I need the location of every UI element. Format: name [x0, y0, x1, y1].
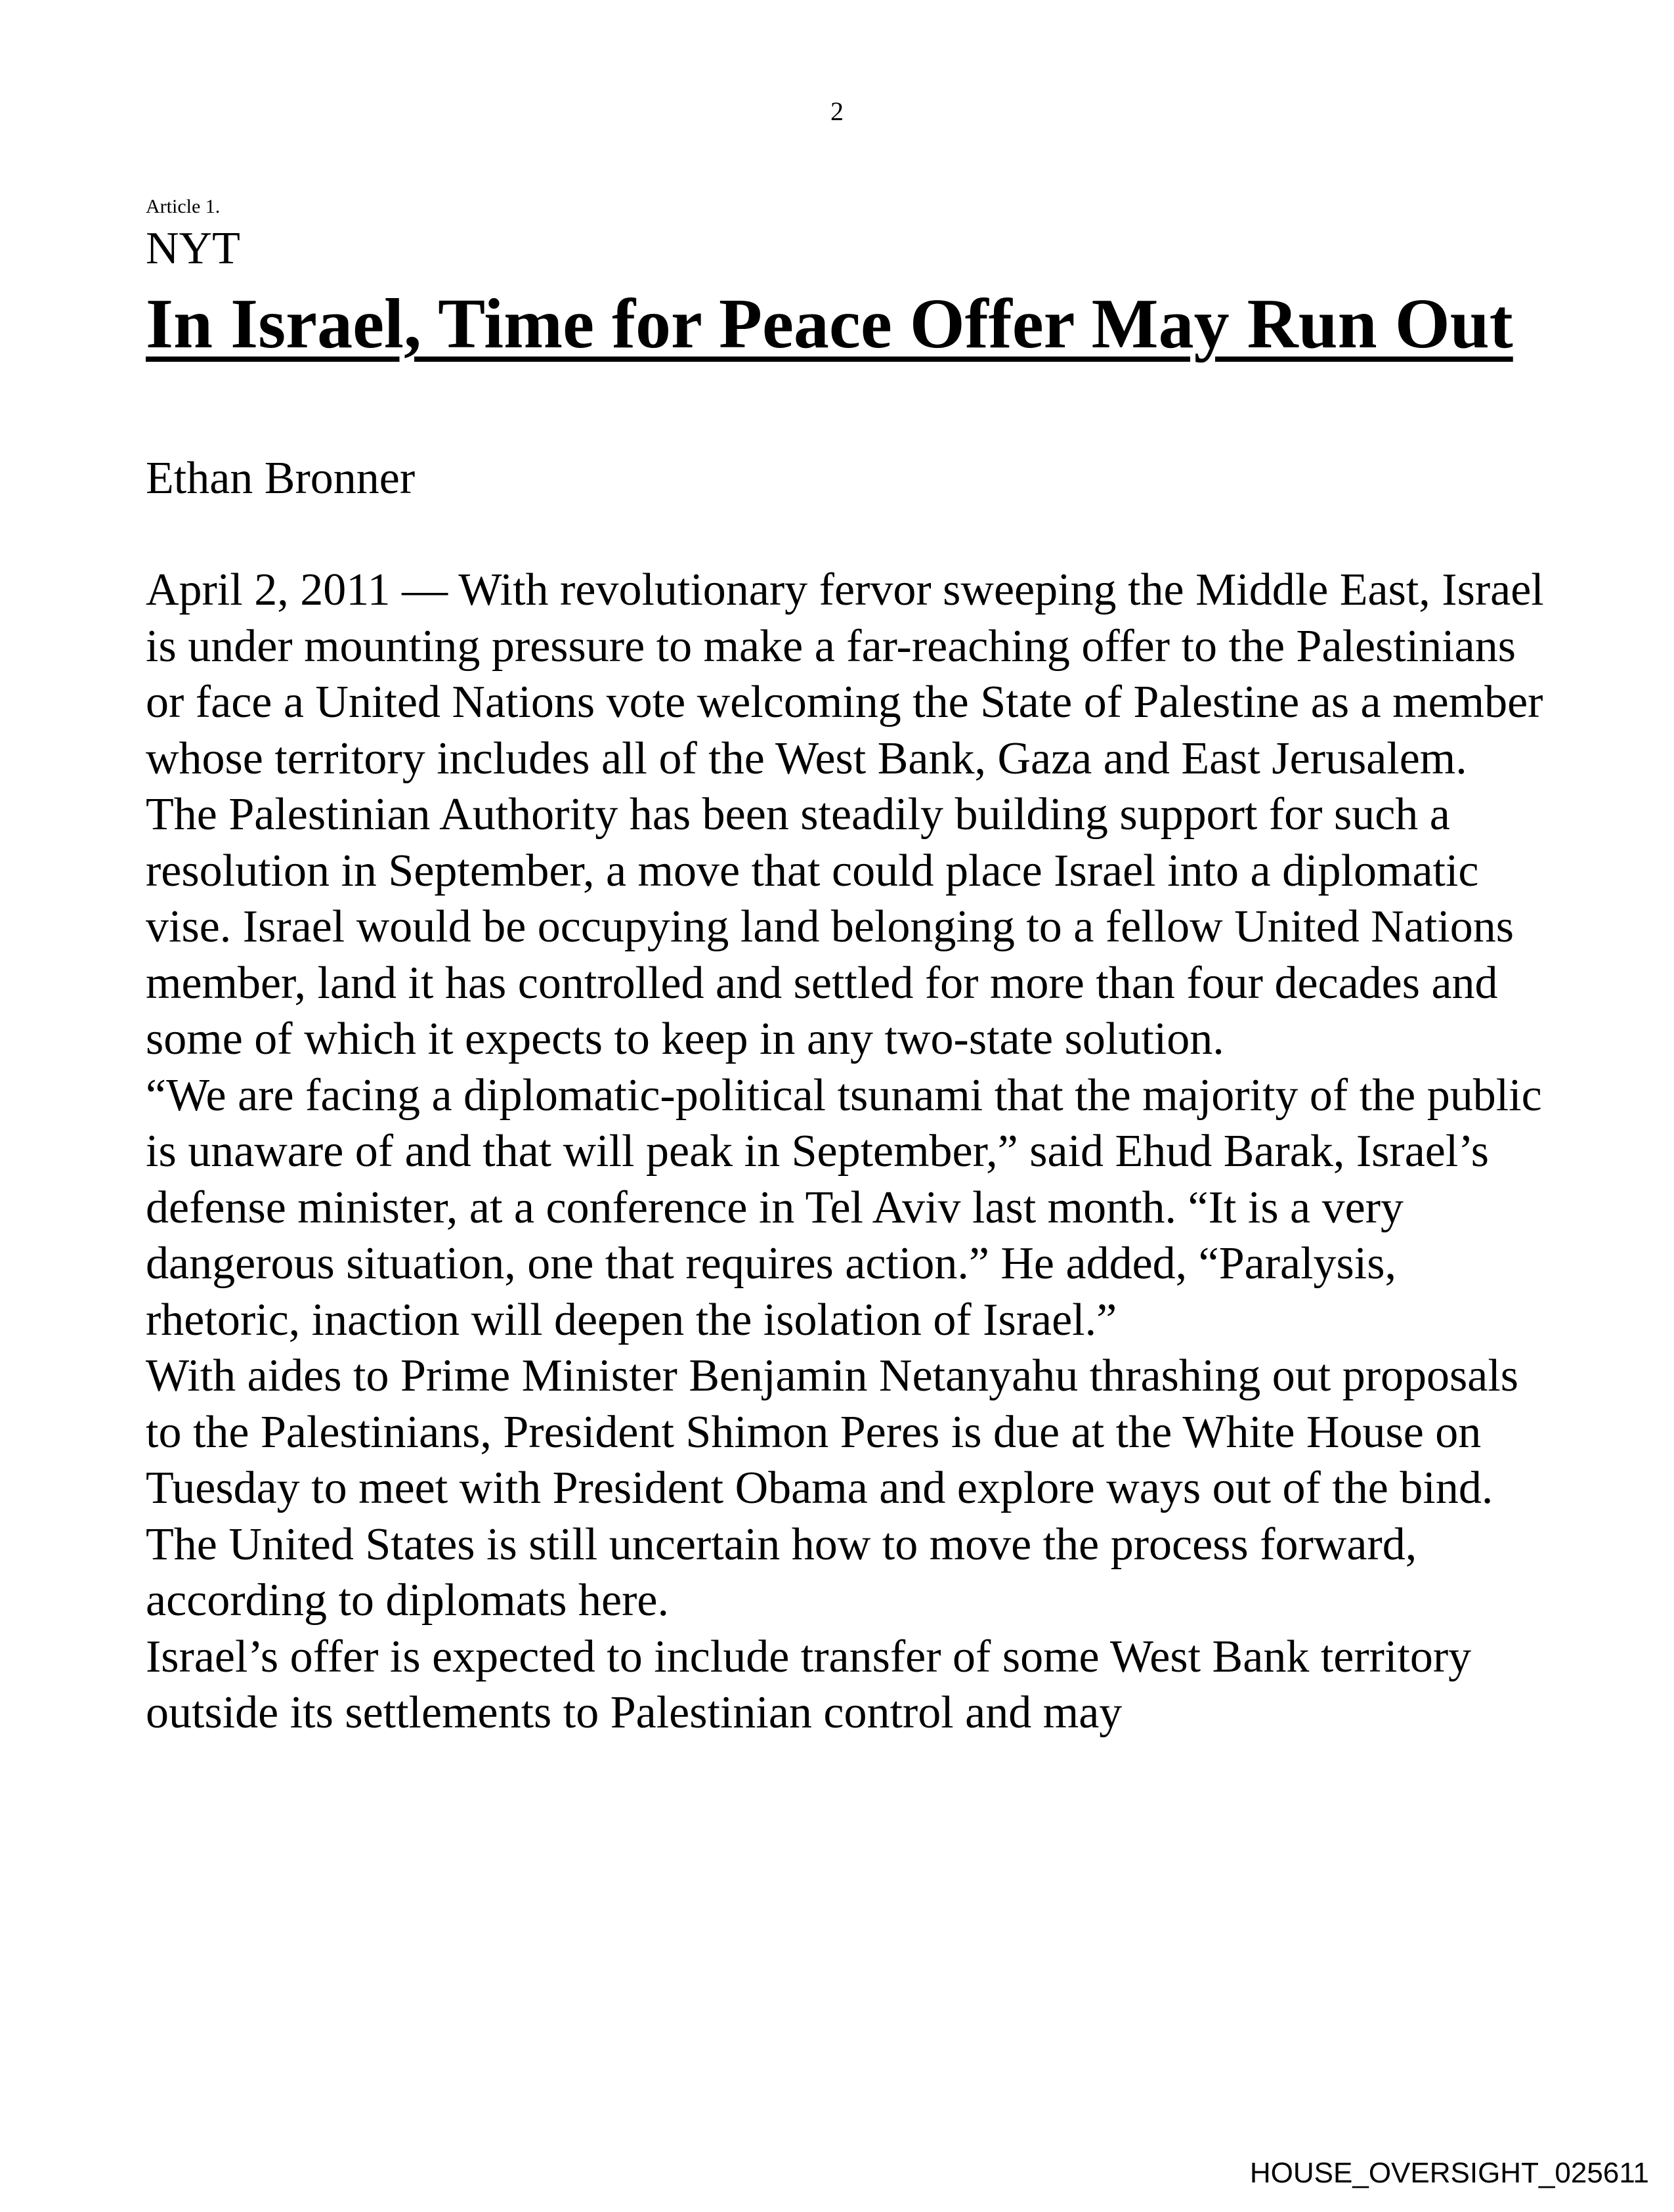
bates-stamp: HOUSE_OVERSIGHT_025611 — [1249, 2157, 1649, 2189]
article-author: Ethan Bronner — [146, 453, 416, 504]
article-body — [146, 562, 1544, 1741]
paragraph: April 2, 2011 — With revolutionary fervor sweeping the Middle East, Israel is under mounting pressure to make a far-reaching offer to the Palestinians or face a United Nations vote welcoming the State of Palestine as a member whose territory includes all of the West Bank, Gaza and East Jerusalem. — [146, 565, 1544, 784]
article-source: NYT — [146, 223, 240, 274]
paragraph: “We are facing a diplomatic-political tsunami that the majority of the public is unaware of and that will peak in September,” said Ehud Barak, Israel’s defense minister, at a conference in Tel Aviv last month. “It is a very dangerous situation, one that requires action.” He added, “Paralysis, rhetoric, inaction will deepen the isolation of Israel.” — [146, 1070, 1542, 1345]
article-label: Article 1. — [146, 196, 221, 217]
article-headline: In Israel, Time for Peace Offer May Run Out — [146, 285, 1513, 363]
page-number: 2 — [830, 97, 844, 126]
paragraph: Israel’s offer is expected to include transfer of some West Bank territory outside its settlements to Palestinian control and may — [146, 1631, 1472, 1738]
paragraph: The Palestinian Authority has been steadily building support for such a resolution in September, a move that could place Israel into a diplomatic vise. Israel would be occupying land belonging to a fellow United Nations member, land it has controlled and settled for more than four decades and some of which it expects to keep in any two-state solution. — [146, 789, 1514, 1064]
paragraph: With aides to Prime Minister Benjamin Netanyahu thrashing out proposals to the Palestinians, President Shimon Peres is due at the White House on Tuesday to meet with President Obama and explore ways out of the bind. The United States is still uncertain how to move the process forward, according to diplomats here. — [146, 1351, 1519, 1626]
